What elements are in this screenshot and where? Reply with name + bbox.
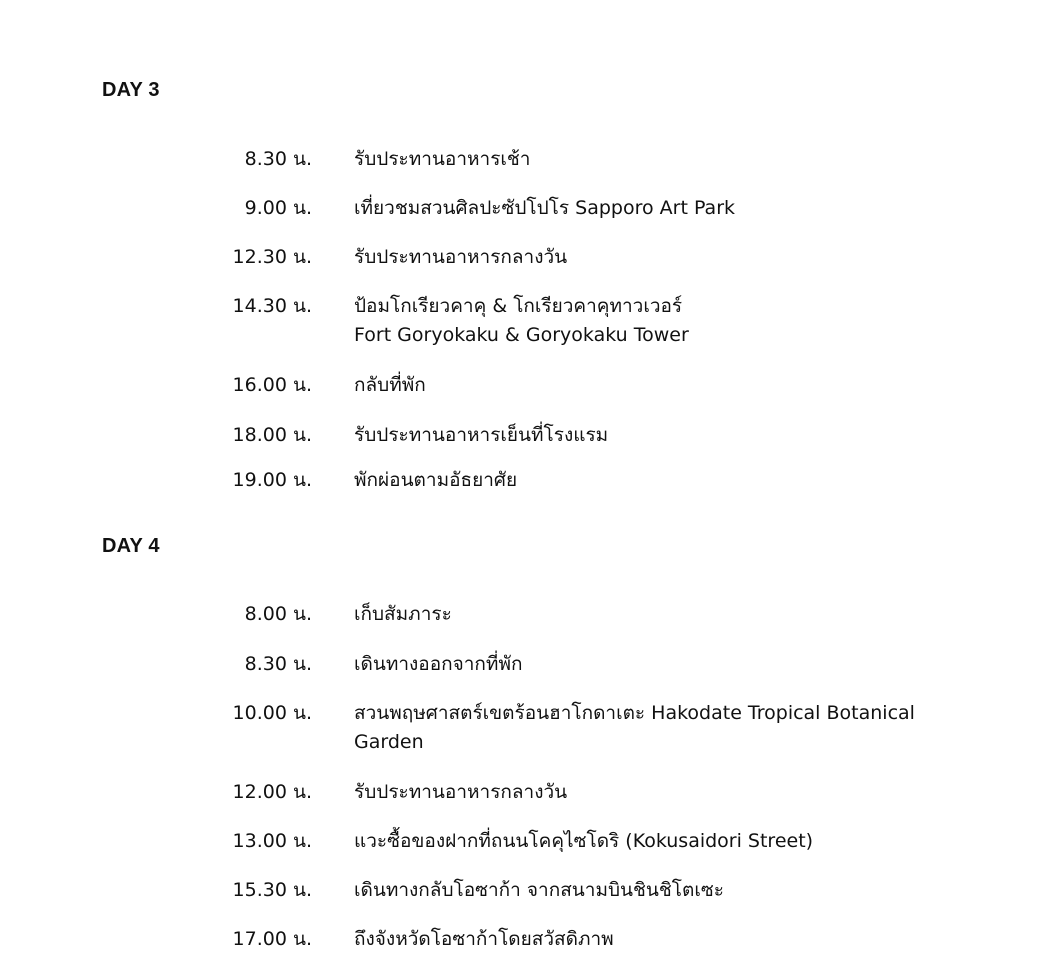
schedule-description — [354, 925, 954, 954]
description-line: กลับที่พัก — [354, 374, 426, 396]
description-line: รับประทานอาหารเช้า — [354, 148, 531, 170]
schedule-description — [354, 699, 954, 757]
description-line: เที่ยวชมสวนศิลปะซัปโปโร Sapporo Art Park — [354, 197, 736, 219]
schedule-description — [354, 876, 954, 905]
schedule-description — [354, 421, 954, 450]
schedule-time: 8.00 น. — [244, 603, 312, 625]
schedule-time: 10.00 น. — [232, 702, 312, 724]
schedule-time: 18.00 น. — [232, 424, 312, 446]
schedule-time: 9.00 น. — [244, 197, 312, 219]
description-line: รับประทานอาหารกลางวัน — [354, 781, 568, 803]
description-line: Fort Goryokaku & Goryokaku Tower — [354, 324, 689, 346]
schedule-time: 8.30 น. — [244, 653, 312, 675]
schedule-description — [354, 778, 954, 807]
schedule-description — [354, 194, 954, 223]
description-line: รับประทานอาหารเย็นที่โรงแรม — [354, 424, 609, 446]
schedule-time: 13.00 น. — [232, 830, 312, 852]
schedule-time: 14.30 น. — [232, 295, 312, 317]
day-heading: DAY 4 — [102, 535, 160, 557]
schedule-time: 8.30 น. — [244, 148, 312, 170]
schedule-time: 15.30 น. — [232, 879, 312, 901]
schedule-description — [354, 145, 954, 174]
schedule-description — [354, 827, 954, 856]
description-line: เก็บสัมภาระ — [354, 603, 452, 625]
schedule-description — [354, 243, 954, 272]
schedule-time: 17.00 น. — [232, 928, 312, 950]
description-line: รับประทานอาหารกลางวัน — [354, 246, 568, 268]
schedule-description — [354, 600, 954, 629]
schedule-time: 19.00 น. — [232, 469, 312, 491]
day-heading: DAY 3 — [102, 79, 160, 101]
schedule-time: 16.00 น. — [232, 374, 312, 396]
schedule-time: 12.00 น. — [232, 781, 312, 803]
schedule-description — [354, 292, 954, 350]
description-line: ถึงจังหวัดโอซาก้าโดยสวัสดิภาพ — [354, 928, 614, 950]
schedule-description — [354, 371, 954, 400]
schedule-time: 12.30 น. — [232, 246, 312, 268]
description-line: พักผ่อนตามอัธยาศัย — [354, 469, 518, 491]
schedule-description — [354, 466, 954, 495]
description-line: ป้อมโกเรียวคาคุ & โกเรียวคาคุทาวเวอร์ — [354, 295, 683, 317]
description-line: เดินทางออกจากที่พัก — [354, 653, 523, 675]
description-line: แวะซื้อของฝากที่ถนนโคคุไซโดริ (Kokusaidori Street) — [354, 830, 814, 852]
description-line: สวนพฤษศาสตร์เขตร้อนฮาโกดาเตะ Hakodate Tropical Botanical — [354, 702, 915, 724]
schedule-description — [354, 650, 954, 679]
description-line: เดินทางกลับโอซาก้า จากสนามบินชินชิโตเซะ — [354, 879, 724, 901]
description-line: Garden — [354, 731, 424, 753]
